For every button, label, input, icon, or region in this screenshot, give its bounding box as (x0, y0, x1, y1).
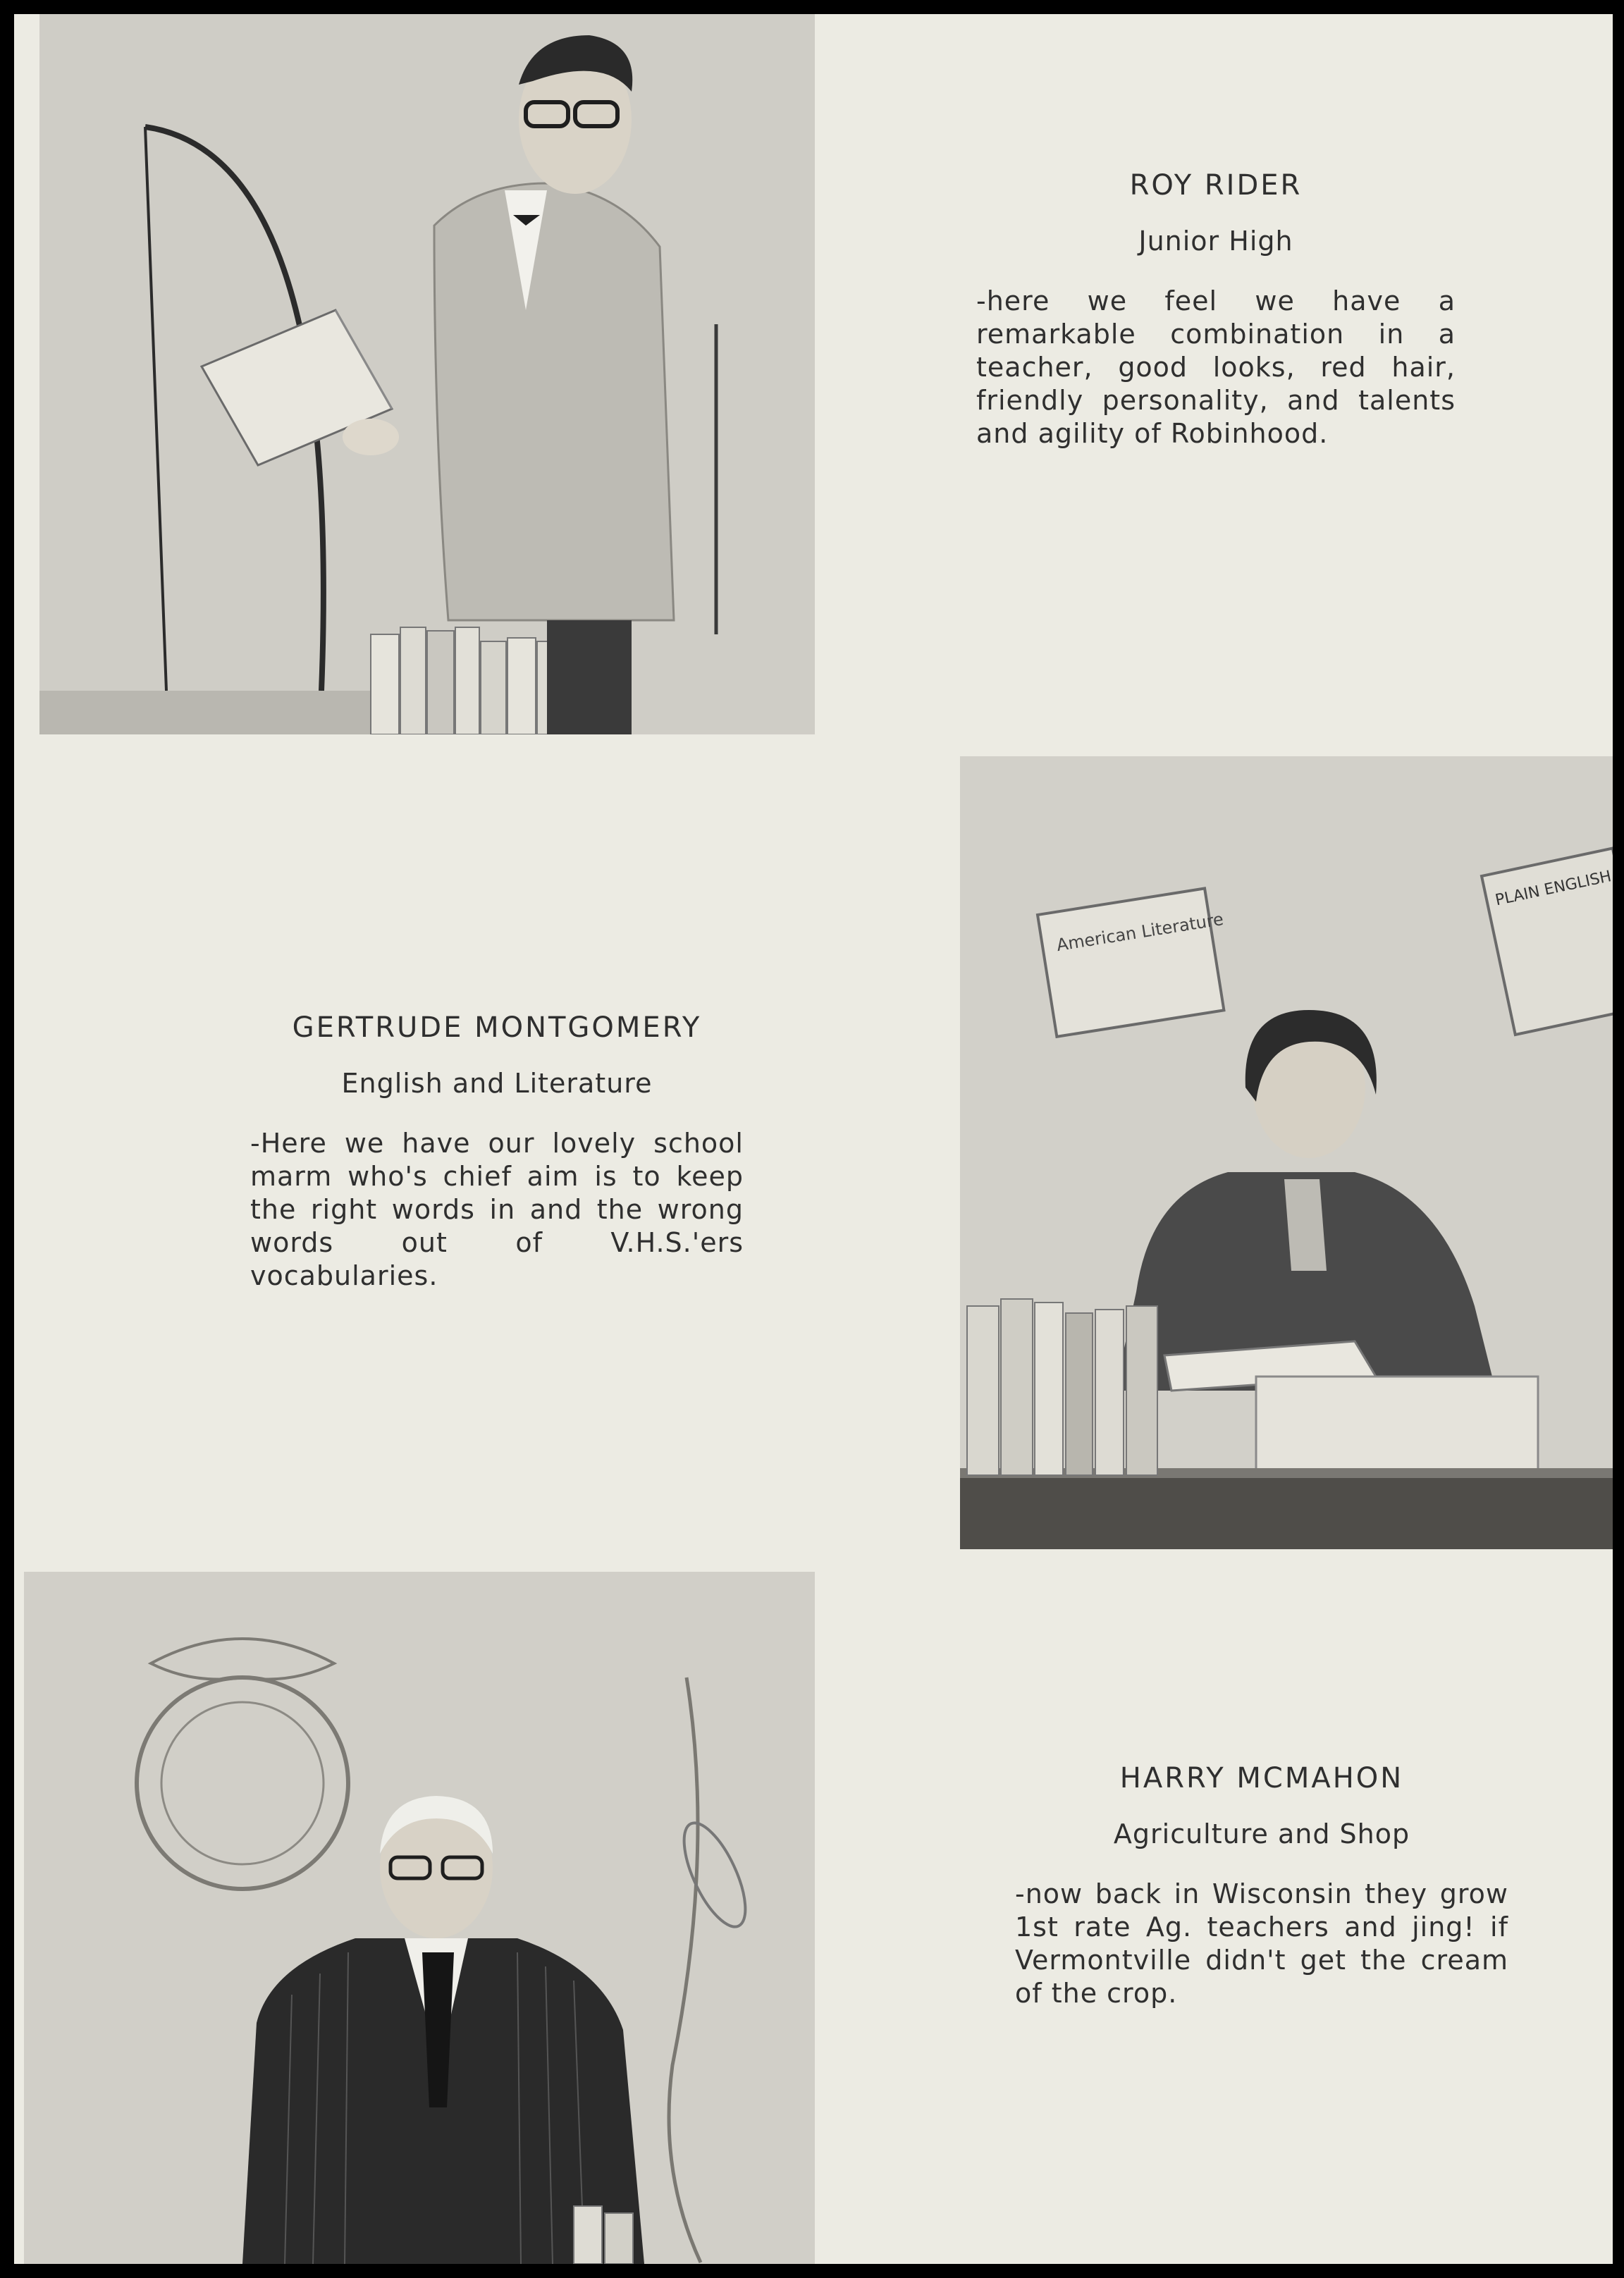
harry-mcmahon-blurb: -now back in Wisconsin they grow 1st rate Ag. teachers and jing! if Vermontville didn't get the cream of the crop. (1015, 1878, 1508, 2009)
gertrude-montgomery-illustration (960, 756, 1613, 1549)
gertrude-montgomery-blurb: -Here we have our lovely school marm who's chief aim is to keep the right words in and the wrong words out of V.H.S.'ers vocabularies. (250, 1128, 744, 1291)
harry-mcmahon-subject: Agriculture and Shop (1113, 1818, 1410, 1849)
roy-rider-illustration (39, 14, 815, 734)
gertrude-montgomery-subject: English and Literature (341, 1068, 653, 1099)
roy-rider-blurb: -here we feel we have a remarkable combination in a teacher, good looks, red hair, friendly personality, and talents and agility of Robinhood. (976, 285, 1456, 449)
gertrude-montgomery-photo (960, 756, 1613, 1549)
yearbook-page (14, 14, 1613, 2264)
wall-book-1-title: American Literature (1054, 909, 1225, 956)
harry-mcmahon-photo (24, 1572, 815, 2264)
roy-rider-subject: Junior High (1138, 226, 1293, 257)
roy-rider-name: ROY RIDER (1129, 169, 1303, 202)
harry-mcmahon-entry (1015, 1762, 1508, 2010)
harry-mcmahon-illustration (24, 1572, 815, 2264)
gertrude-montgomery-entry (250, 1011, 744, 1293)
gertrude-montgomery-name: GERTRUDE MONTGOMERY (292, 1011, 702, 1044)
roy-rider-photo (39, 14, 815, 734)
roy-rider-entry (976, 169, 1456, 450)
harry-mcmahon-name: HARRY MCMAHON (1119, 1762, 1404, 1794)
wall-book-2-title: PLAIN ENGLISH (1494, 868, 1613, 910)
